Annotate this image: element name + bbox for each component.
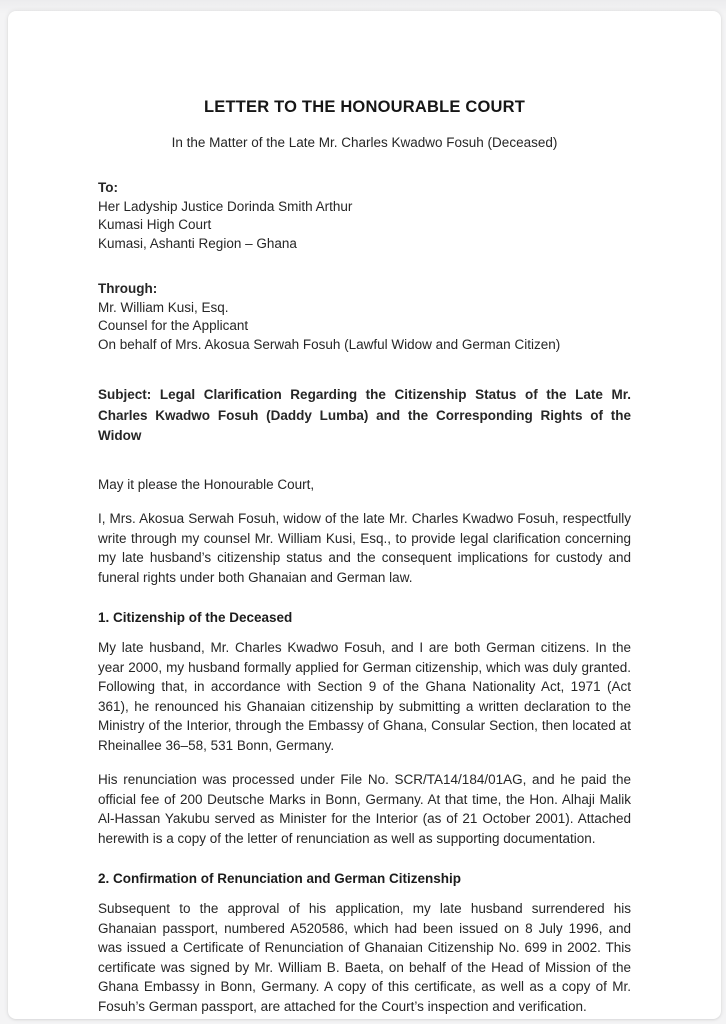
subject-line: Subject: Legal Clarification Regarding the Citizenship Status of the Late Mr. Charles Kwadwo Fosuh (Daddy Lumba) and the Corresponding Rights of the Widow [98,387,631,443]
to-line: Kumasi, Ashanti Region – Ghana [98,235,297,251]
document-title: LETTER TO THE HONOURABLE COURT [203,98,526,116]
through-label: Through: [98,281,158,296]
section-paragraph: Subsequent to the approval of his application, my late husband surrendered his Ghanaian passport, numbered A520586, which had been issued on 8 July 1996, and was issued a Certificate of Renunciation of Ghanaian Citizenship No. 699 in 2002. This certificate was signed by Mr. William B. Baeta, on behalf of the Head of Mission of the Ghana Embassy in Bonn, Germany. A copy of this certificate, as well as a copy of Mr. Fosuh’s German passport, are attached for the Court’s inspection and verification. [98,901,631,1014]
section-heading: 2. Confirmation of Renunciation and German Citizenship [98,871,462,886]
section-paragraph: My late husband, Mr. Charles Kwadwo Fosuh, and I are both German citizens. In the year 2000, my husband formally applied for German citizenship, which was duly granted. Following that, in accordance with Section 9 of the Ghana Nationality Act, 1971 (Act 361), he renounced his Ghanaian citizenship by submitting a written declaration to the Ministry of the Interior, through the Embassy of Ghana, Consular Section, then located at Rheinallee 36–58, 531 Bonn, Germany. [98,640,631,753]
through-block [98,280,631,354]
through-line: Counsel for the Applicant [98,318,249,333]
letter-content [98,11,631,1016]
intro-paragraph: I, Mrs. Akosua Serwah Fosuh, widow of the late Mr. Charles Kwadwo Fosuh, respectfully write through my counsel Mr. William Kusi, Esq., to provide legal clarification concerning my late husband’s citizenship status and the consequent implications for custody and funeral rights under both Ghanaian and German law. [98,511,631,585]
to-label: To: [98,180,118,195]
to-block [98,179,631,253]
document-subtitle: In the Matter of the Late Mr. Charles Kwadwo Fosuh (Deceased) [171,135,558,150]
salutation: May it please the Honourable Court, [98,476,315,492]
to-line: Kumasi High Court [98,217,212,232]
page-sheet [8,11,721,1019]
through-line: Mr. William Kusi, Esq. [98,299,229,315]
section-paragraph: His renunciation was processed under File No. SCR/TA14/184/01AG, and he paid the official fee of 200 Deutsche Marks in Bonn, Germany. At that time, the Hon. Alhaji Malik Al-Hassan Yakubu served as Minister for the Interior (as of 21 October 2001). Attached herewith is a copy of the letter of renunciation as well as supporting documentation. [98,772,631,846]
through-line: On behalf of Mrs. Akosua Serwah Fosuh (Lawful Widow and German Citizen) [98,336,561,352]
section-heading: 1. Citizenship of the Deceased [98,610,293,625]
to-line: Her Ladyship Justice Dorinda Smith Arthur [98,198,353,214]
